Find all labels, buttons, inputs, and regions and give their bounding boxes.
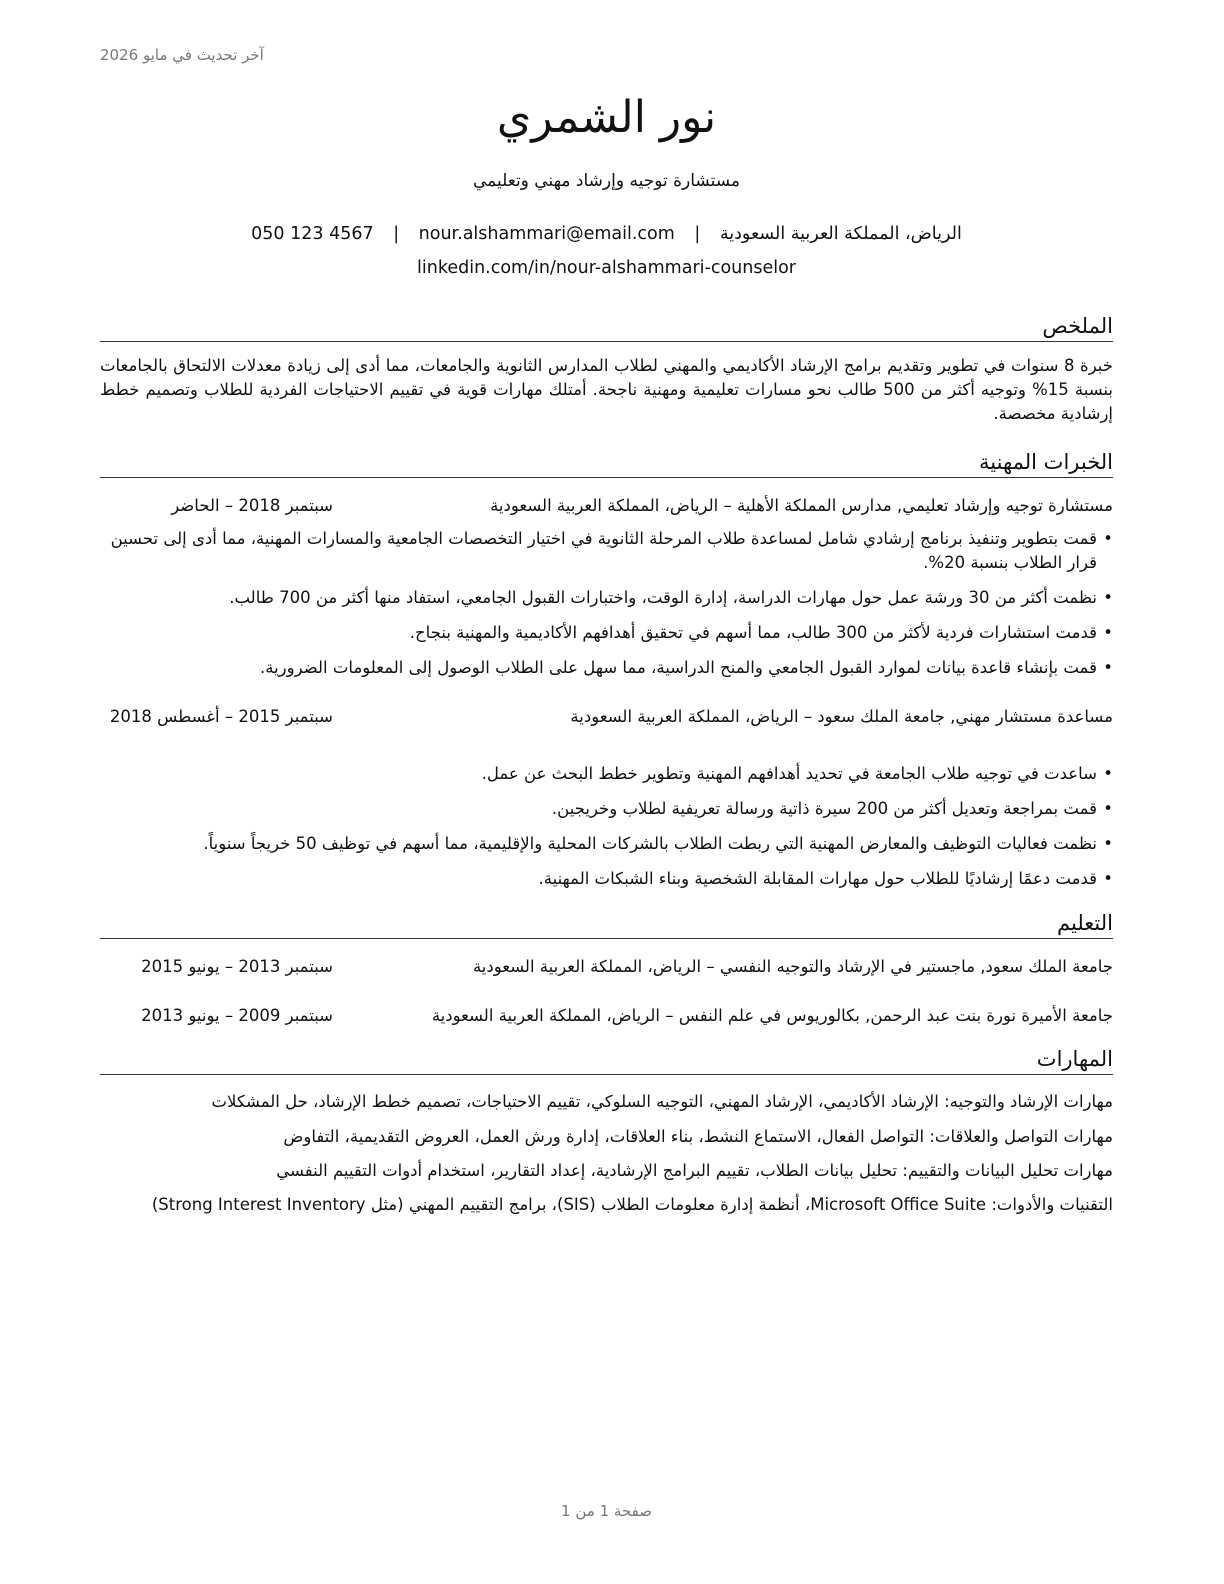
last-updated: آخر تحديث في مايو 2026 (100, 46, 264, 64)
list-item: • ساعدت في توجيه طلاب الجامعة في تحديد أهدافهم المهنية وتطوير خطط البحث عن عمل. (100, 762, 1113, 786)
job-date: سبتمبر 2015 – أغسطس 2018 (109, 707, 333, 726)
job-bullets (100, 762, 1113, 902)
section-heading-experience: الخبرات المهنية (100, 448, 1113, 478)
email[interactable]: nour.alshammari@email.com (418, 224, 675, 244)
job-date: سبتمبر 2018 – الحاضر (171, 496, 333, 515)
section-heading-education: التعليم (100, 909, 1113, 939)
candidate-name: نور الشمري (496, 92, 717, 143)
education-entry (100, 1004, 1113, 1028)
section-heading-skills: المهارات (100, 1045, 1113, 1075)
summary-text: خبرة 8 سنوات في تطوير وتقديم برامج الإرشاد الأكاديمي والمهني لطلاب المدارس الثانوية والجامعات، مما أدى إلى زيادة معدلات الالتحاق بالجامعات بنسبة 15% وتوجيه أكثر من 500 طالب نحو مسارات تعليمية ومهنية ناجحة. أمتلك مهارات قوية في تقييم الاحتياجات الفردية للطلاب وتصميم خطط إرشادية مخصصة. (100, 356, 1113, 423)
list-item: • نظمت أكثر من 30 ورشة عمل حول مهارات الدراسة، إدارة الوقت، واختبارات القبول الجامعي، استفاد منها أكثر من 700 طالب. (100, 586, 1113, 610)
job-entry (100, 494, 1113, 518)
separator: | (694, 224, 701, 244)
job-title: مساعدة مستشار مهني, جامعة الملك سعود – الرياض، المملكة العربية السعودية (570, 707, 1113, 726)
resume-page (100, 0, 1113, 1584)
page-number: صفحة 1 من 1 (561, 1502, 652, 1520)
skill-line: مهارات الإرشاد والتوجيه: الإرشاد الأكاديمي، الإرشاد المهني، التوجيه السلوكي، تقييم الاحتياجات، تصميم خطط الإرشاد، حل المشكلات (211, 1092, 1113, 1111)
skill-line: التقنيات والأدوات: Microsoft Office Suite، أنظمة إدارة معلومات الطلاب (SIS)، برامج التقييم المهني (مثل Strong Interest Inventory) (151, 1195, 1113, 1214)
skill-line: مهارات التواصل والعلاقات: التواصل الفعال، الاستماع النشط، بناء العلاقات، إدارة ورش العمل، العروض التقديمية، التفاوض (283, 1127, 1113, 1146)
skill-line: مهارات تحليل البيانات والتقييم: تحليل بيانات الطلاب، تقييم البرامج الإرشادية، إعداد التقارير، استخدام أدوات التقييم النفسي (276, 1161, 1113, 1180)
job-title: مستشارة توجيه وإرشاد تعليمي, مدارس المملكة الأهلية – الرياض، المملكة العربية السعودية (490, 496, 1113, 515)
section-heading-summary: الملخص (100, 312, 1113, 342)
education-title: جامعة الملك سعود, ماجستير في الإرشاد والتوجيه النفسي – الرياض، المملكة العربية السعودية (472, 957, 1113, 976)
job-bullets (100, 527, 1113, 691)
job-entry (100, 705, 1113, 753)
education-date: سبتمبر 2013 – يونيو 2015 (141, 957, 333, 976)
list-item: • قدمت دعمًا إرشاديًا للطلاب حول مهارات المقابلة الشخصية وبناء الشبكات المهنية. (100, 867, 1113, 891)
contact-line (100, 224, 1113, 244)
linkedin-link[interactable]: linkedin.com/in/nour-alshammari-counselor (417, 258, 796, 278)
list-item: • قمت بإنشاء قاعدة بيانات لموارد القبول الجامعي والمنح الدراسية، مما سهل على الطلاب الوصول إلى المعلومات الضرورية. (100, 656, 1113, 680)
education-entry (100, 955, 1113, 979)
phone[interactable]: 050 123 4567 (251, 224, 374, 244)
list-item: • نظمت فعاليات التوظيف والمعارض المهنية التي ربطت الطلاب بالشركات المحلية والإقليمية، مما أسهم في توظيف 50 خريجاً سنوياً. (100, 832, 1113, 856)
candidate-title: مستشارة توجيه وإرشاد مهني وتعليمي (472, 171, 741, 191)
list-item: • قمت بمراجعة وتعديل أكثر من 200 سيرة ذاتية ورسالة تعريفية لطلاب وخريجين. (100, 797, 1113, 821)
separator: | (393, 224, 400, 244)
education-date: سبتمبر 2009 – يونيو 2013 (141, 1006, 333, 1025)
list-item: • قدمت استشارات فردية لأكثر من 300 طالب، مما أسهم في تحقيق أهدافهم الأكاديمية والمهنية بنجاح. (100, 621, 1113, 645)
education-title: جامعة الأميرة نورة بنت عبد الرحمن, بكالوريوس في علم النفس – الرياض، المملكة العربية السعودية (431, 1006, 1113, 1025)
list-item: • قمت بتطوير وتنفيذ برنامج إرشادي شامل لمساعدة طلاب المرحلة الثانوية في اختيار التخصصات الجامعية والمسارات المهنية، مما أدى إلى تحسين قرار الطلاب بنسبة 20%. (100, 527, 1113, 575)
location: الرياض، المملكة العربية السعودية (719, 224, 962, 244)
